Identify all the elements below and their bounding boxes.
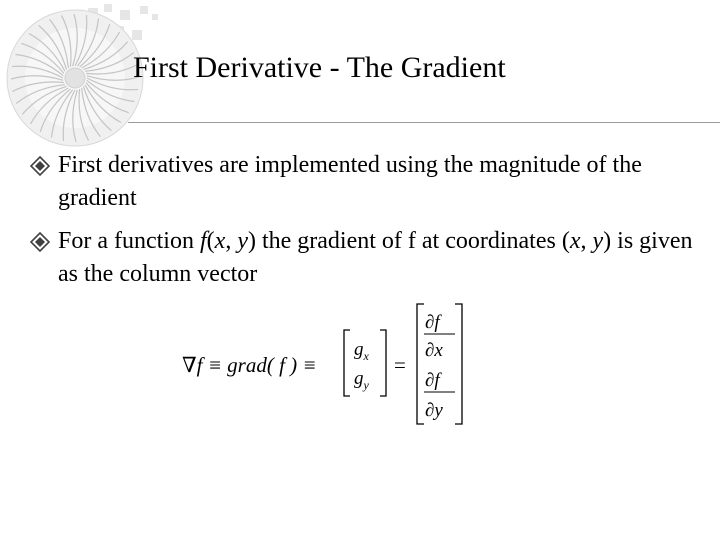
text-run: ) is given as the column vector	[58, 228, 693, 287]
subscript-x: x	[363, 349, 369, 363]
italic-x: x	[214, 228, 226, 254]
g-y	[354, 368, 370, 392]
equals-sign: =	[394, 353, 406, 377]
partial-f: ∂f	[425, 312, 440, 333]
italic-x: x	[569, 228, 581, 254]
bullet-text: First derivatives are implemented using the magnitude of the gradient	[58, 152, 642, 211]
slide-title: First Derivative - The Gradient	[133, 51, 506, 84]
title-divider	[128, 122, 720, 123]
g-symbol: g	[354, 368, 364, 389]
right-bracket	[455, 304, 462, 424]
g-symbol: g	[354, 339, 364, 360]
italic-f: f	[199, 228, 207, 254]
gradient-equation	[180, 300, 480, 430]
diamond-bullet-icon	[30, 156, 50, 176]
bullet-function-gradient	[30, 225, 710, 291]
italic-y: y	[592, 228, 604, 254]
text-run: ) the gradient of f at coordinates (	[247, 228, 570, 254]
g-x	[354, 339, 370, 363]
subscript-y: y	[363, 378, 369, 392]
text-run: ,	[225, 228, 238, 254]
partial-x: ∂x	[425, 340, 443, 361]
italic-y: y	[237, 228, 248, 254]
left-bracket	[344, 330, 350, 396]
left-bracket	[417, 304, 424, 424]
partial-y: ∂y	[425, 400, 443, 421]
partial-f: ∂f	[425, 370, 440, 391]
text-run: ,	[580, 228, 593, 254]
text-run: For a function	[58, 228, 200, 254]
right-bracket	[380, 330, 386, 396]
diamond-bullet-icon	[30, 232, 50, 252]
bullet-text	[30, 225, 710, 291]
bullet-gradient-magnitude	[30, 149, 710, 215]
text-run: (	[206, 228, 215, 254]
equation-lhs: ∇f ≡ grad( f ) ≡	[182, 353, 317, 377]
